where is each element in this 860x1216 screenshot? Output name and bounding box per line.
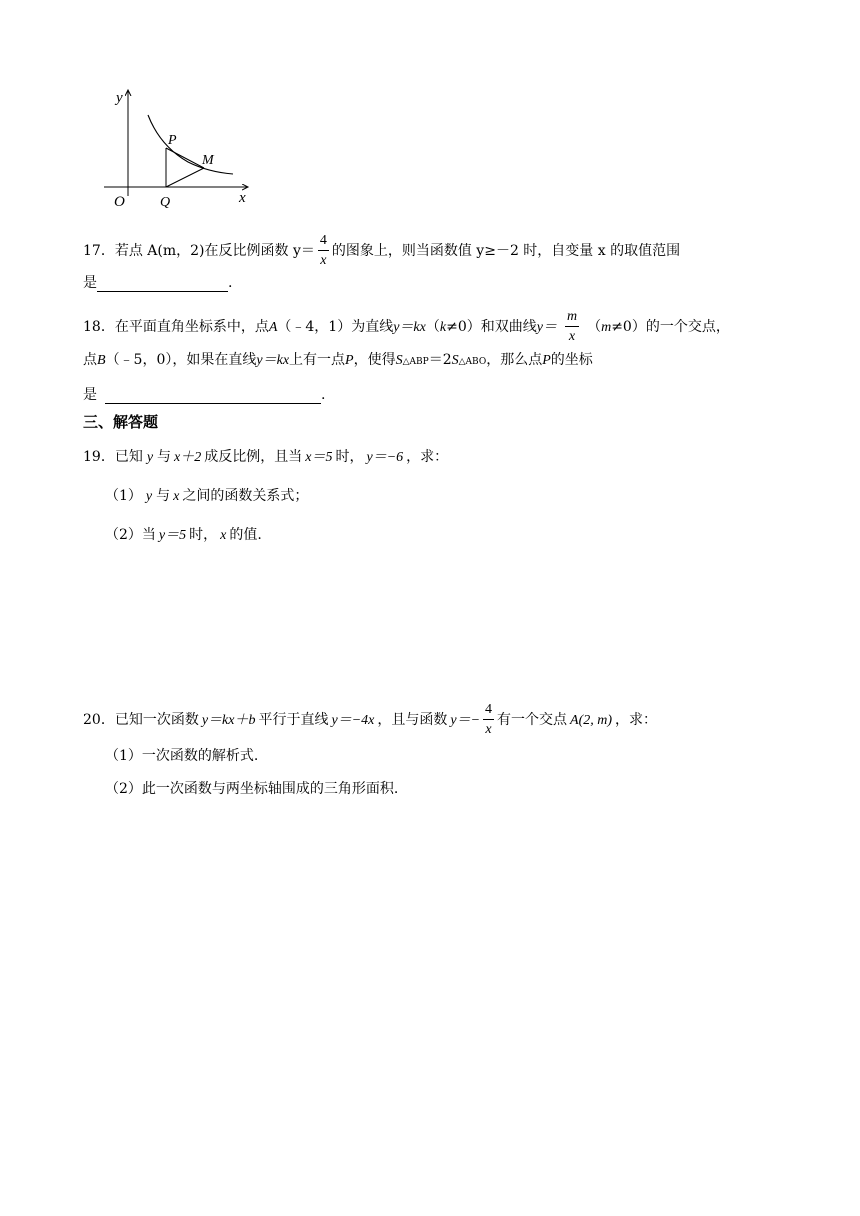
question-19-part2: （2）当 y＝5 时， x 的值. — [105, 527, 262, 543]
fraction: $\frac{4}{x}$ — [319, 233, 327, 268]
question-18-line2: 点B（﹣5，0），如果在直线y＝kx上有一点P，使得S△ABP＝2S△ABO，那么点P的坐标 — [83, 352, 593, 368]
question-19-part1: （1） y 与 x 之间的函数关系式； — [105, 488, 309, 504]
question-20-stem: 20．已知一次函数 y＝kx＋b 平行于直线 y＝−4x ，且与函数 y＝− $\frac{4}{x}$ 有一个交点 A(2, m) ，求： — [83, 702, 658, 737]
fraction: $\frac{m}{x}$ — [566, 309, 578, 344]
question-number: 18． — [83, 319, 115, 335]
segment-qm — [166, 168, 204, 187]
answer-blank[interactable] — [97, 277, 228, 292]
question-18-line3: 是 . — [83, 387, 326, 403]
section-heading: 三、解答题 — [83, 413, 159, 431]
hyperbola-curve — [148, 115, 233, 174]
axis-y-label: y — [116, 90, 123, 106]
question-number: 19． — [83, 449, 115, 465]
axis-x-label: x — [239, 190, 246, 206]
hyperbola-figure — [98, 84, 258, 214]
point-q-label: Q — [160, 195, 171, 210]
question-number: 20． — [83, 712, 115, 728]
point-m-label: M — [202, 153, 214, 168]
question-19-stem: 19．已知 y 与 x＋2 成反比例，且当 x＝5 时， y＝−6 ，求： — [83, 449, 449, 465]
question-17-line2: 是 . — [83, 275, 233, 291]
point-p-label: P — [168, 133, 177, 148]
fraction: $\frac{4}{x}$ — [485, 702, 493, 737]
question-20-part2: （2）此一次函数与两坐标轴围成的三角形面积. — [105, 781, 399, 797]
question-number: 17． — [83, 243, 115, 259]
origin-label: O — [114, 194, 125, 210]
question-17-line1: 17．若点 A(m，2)在反比例函数 y＝ $\frac{4}{x}$ 的图象上，则当函数值 y≥－2 时，自变量 x 的取值范围 — [83, 233, 681, 268]
answer-blank[interactable] — [105, 389, 321, 404]
segment-pm — [166, 148, 204, 168]
question-20-part1: （1）一次函数的解析式. — [105, 748, 259, 764]
question-18-line1: 18．在平面直角坐标系中，点A（﹣4，1）为直线y＝kx（k≠0）和双曲线y＝ $\frac{m}{x}$ （m≠0）的一个交点， — [83, 309, 730, 344]
